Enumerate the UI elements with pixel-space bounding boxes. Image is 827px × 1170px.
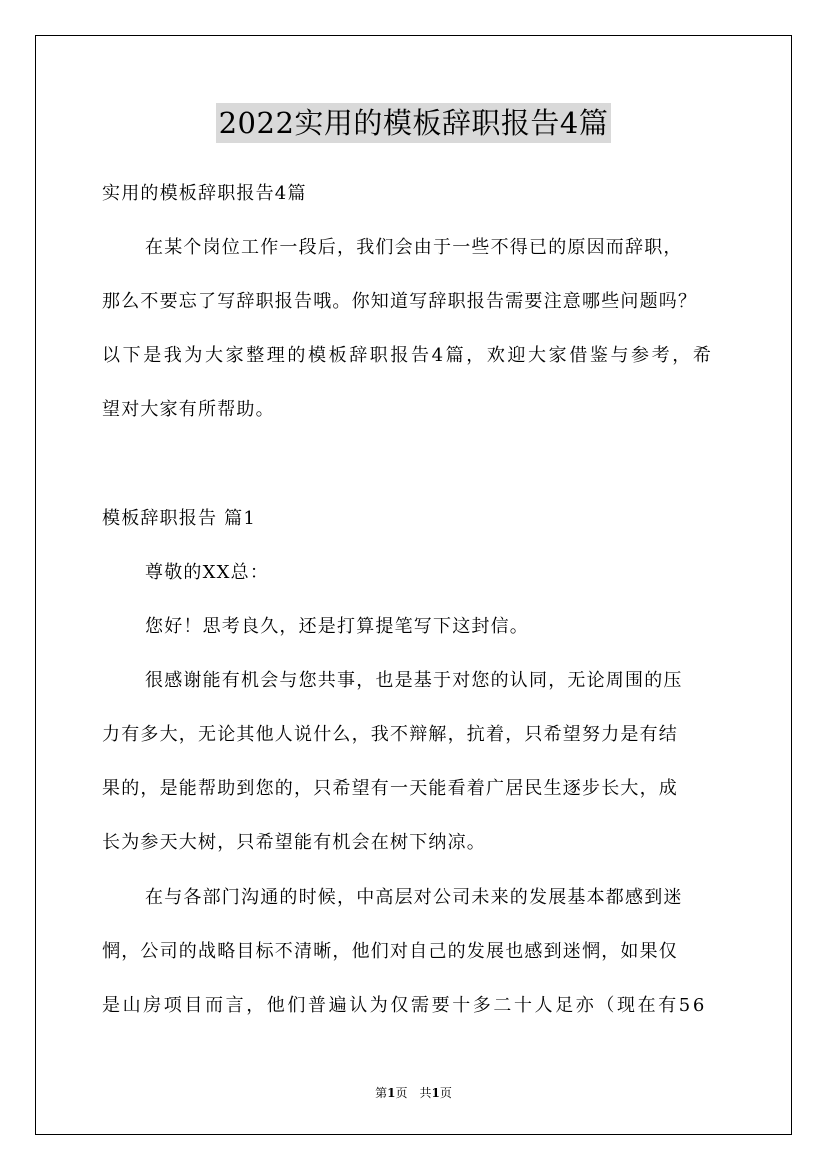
document-title: 2022实用的模板辞职报告4篇	[216, 103, 612, 143]
page-label-prefix: 第	[375, 1086, 388, 1100]
intro-line: 以下是我为大家整理的模板辞职报告4篇，欢迎大家借鉴与参考，希	[102, 345, 714, 366]
intro-line: 那么不要忘了写辞职报告哦。你知道写辞职报告需要注意哪些问题吗？	[102, 291, 698, 312]
intro-line: 望对大家有所帮助。	[102, 399, 275, 420]
paragraph-line: 力有多大，无论其他人说什么，我不辩解，抗着，只希望努力是有结	[102, 724, 678, 745]
page-current-number: 1	[387, 1086, 396, 1100]
paragraph-line: 很感谢能有机会与您共事，也是基于对您的认同，无论周围的压	[145, 670, 683, 691]
greeting-line: 您好！思考良久，还是打算提笔写下这封信。	[145, 616, 529, 637]
paragraph-line: 长为参天大树，只希望能有机会在树下纳凉。	[102, 832, 486, 853]
paragraph-line: 果的，是能帮助到您的，只希望有一天能看着广居民生逐步长大，成	[102, 778, 678, 799]
paragraph-line: 是山房项目而言，他们普遍认为仅需要十多二十人足亦（现在有56	[102, 995, 707, 1016]
page-footer	[0, 1085, 827, 1101]
document-subtitle: 实用的模板辞职报告4篇	[102, 183, 307, 204]
section-heading: 模板辞职报告 篇1	[102, 508, 256, 529]
intro-line: 在某个岗位工作一段后，我们会由于一些不得已的原因而辞职，	[145, 237, 683, 258]
page-label-suffix: 页	[439, 1086, 452, 1100]
paragraph-line: 惘，公司的战略目标不清晰，他们对自己的发展也感到迷惘，如果仅	[102, 941, 678, 962]
page-total-number: 1	[431, 1086, 440, 1100]
page-label-mid: 页 共	[395, 1086, 432, 1100]
title-container	[0, 103, 827, 143]
paragraph-line: 在与各部门沟通的时候，中高层对公司未来的发展基本都感到迷	[145, 887, 683, 908]
salutation: 尊敬的XX总：	[145, 562, 270, 583]
